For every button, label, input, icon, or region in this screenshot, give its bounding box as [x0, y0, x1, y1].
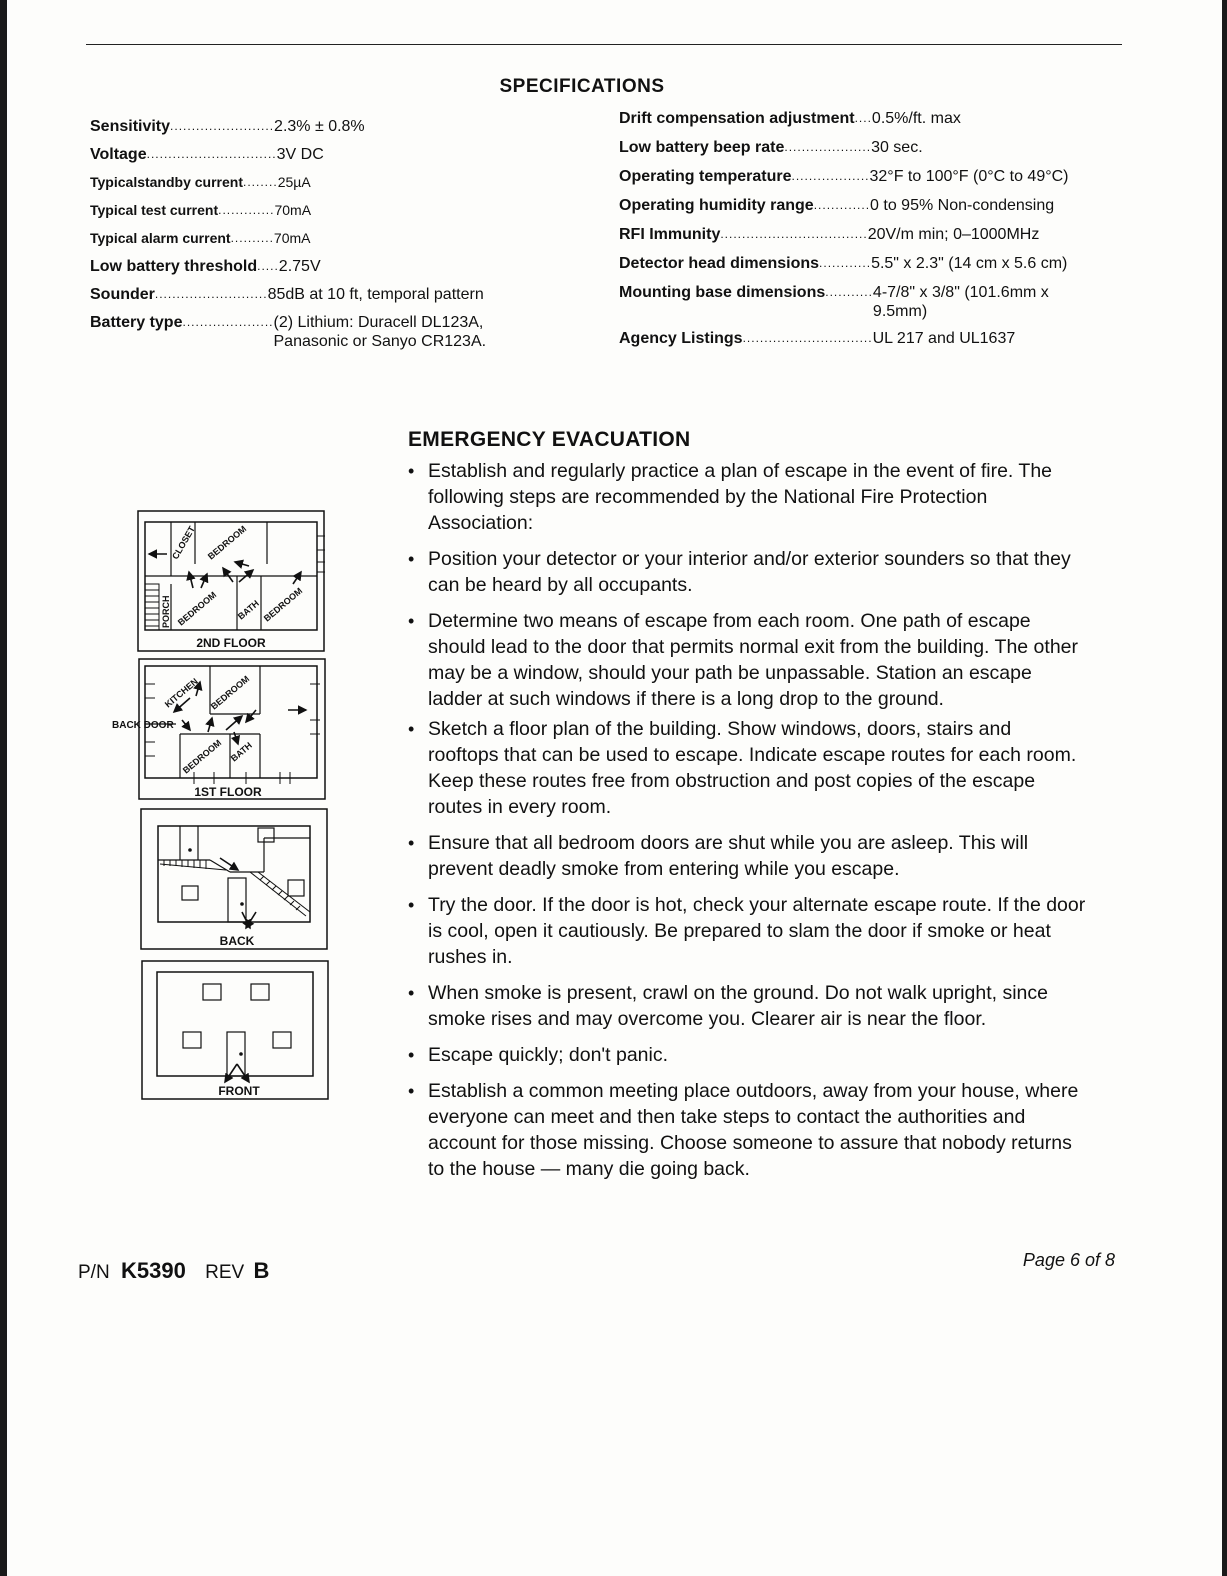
- spec-leader: ..............................: [742, 331, 873, 345]
- scan-edge-right: [1222, 0, 1227, 1576]
- spec-value: 25µA: [277, 174, 311, 190]
- list-item: • Position your detector or your interior and/or exterior sounders so that they can be heard by all occupants.: [406, 546, 1086, 598]
- spec-list-left: [90, 117, 570, 351]
- stair-icon: [145, 584, 159, 630]
- room-label-bath: BATH: [235, 598, 261, 622]
- spec-value: 85dB at 10 ft, temporal pattern: [267, 286, 484, 303]
- spec-row: [619, 254, 1139, 273]
- spec-label: Voltage: [90, 146, 147, 163]
- spec-leader: ..........................: [154, 287, 268, 301]
- spec-row: [619, 109, 1139, 128]
- room-label-porch: PORCH: [161, 595, 171, 628]
- figure-caption: BACK: [219, 934, 255, 948]
- spec-label: Mounting base dimensions: [619, 284, 826, 301]
- list-item: • Escape quickly; don't panic.: [406, 1042, 1086, 1068]
- list-item: • Sketch a floor plan of the building. Show windows, doors, stairs and rooftops that can be used to escape. Indicate escape routes for each room. Keep these routes free from obstruction and post copies of the escape routes in every room.: [406, 716, 1086, 820]
- window-icon: [258, 828, 274, 842]
- spec-value: 70mA: [274, 202, 312, 218]
- spec-value: (2) Lithium: Duracell DL123A, Panasonic or Sanyo CR123A.: [273, 314, 487, 350]
- rev-value: B: [253, 1258, 270, 1283]
- room-label-bedroom: BEDROOM: [208, 673, 252, 712]
- spec-row: [619, 138, 1139, 157]
- spec-leader: ....................: [784, 140, 872, 154]
- spec-value: 0 to 95% Non-condensing: [870, 197, 1055, 214]
- room-label-kitchen: KITCHEN: [162, 676, 200, 710]
- spec-label: RFI Immunity: [619, 226, 721, 243]
- list-item: • Determine two means of escape from each room. One path of escape should lead to the door that permits normal exit from the building. The other may be a window, should your path be unpassable. Station an escape ladder at such windows if there is a long drop to the ground.: [406, 608, 1086, 712]
- window-icon: [203, 984, 221, 1000]
- spec-leader: ....: [854, 111, 872, 125]
- figure-caption: 1ST FLOOR: [194, 785, 262, 799]
- spec-value: UL 217 and UL1637: [872, 330, 1016, 347]
- evacuation-steps: [406, 458, 1086, 1182]
- figure-front-elevation: [141, 960, 331, 1102]
- room-label-bath: BATH: [228, 740, 254, 764]
- rev-prefix: REV: [205, 1262, 245, 1283]
- figure-caption: FRONT: [218, 1084, 260, 1098]
- spec-row: [619, 196, 1139, 215]
- escape-arrow-icon: [220, 858, 256, 928]
- spec-value: 4-7/8" x 3/8" (101.6mm x 9.5mm): [872, 284, 1049, 320]
- figure-caption: 2ND FLOOR: [196, 636, 266, 650]
- spec-value: 32°F to 100°F (0°C to 49°C): [869, 168, 1069, 185]
- list-item: • When smoke is present, crawl on the ground. Do not walk upright, since smoke rises and may overcome you. Clearer air is near the floor.: [406, 980, 1086, 1032]
- spec-row: [90, 117, 570, 136]
- pn-value: K5390: [120, 1258, 186, 1283]
- spec-label: Typicalstandby current: [90, 174, 244, 190]
- escape-arrow-icon: [149, 554, 301, 588]
- room-label-closet: CLOSET: [170, 524, 197, 561]
- room-label-bedroom: BEDROOM: [180, 737, 224, 776]
- spec-leader: ............: [819, 256, 872, 270]
- room-label-bedroom: BEDROOM: [175, 589, 219, 628]
- list-item: • Try the door. If the door is hot, check your alternate escape route. If the door is cool, open it cautiously. Be prepared to slam the door if smoke or heat rushes in.: [406, 892, 1086, 970]
- spec-leader: ........................: [170, 119, 275, 133]
- figure-back-elevation: [140, 808, 330, 952]
- spec-label: Typical alarm current: [90, 230, 231, 246]
- spec-value: 2.75V: [278, 258, 321, 275]
- spec-value: 2.3% ± 0.8%: [274, 118, 365, 135]
- window-icon: [273, 1032, 291, 1048]
- spec-row: [619, 283, 1139, 321]
- spec-leader: .............: [813, 198, 871, 212]
- spec-row: [619, 167, 1139, 186]
- spec-label: Sounder: [90, 286, 155, 303]
- spec-row: [619, 329, 1139, 348]
- spec-leader: .....................: [182, 315, 274, 329]
- spec-leader: ........: [243, 175, 278, 189]
- window-icon: [288, 880, 304, 896]
- spec-value: 3V DC: [276, 146, 324, 163]
- spec-row: [90, 257, 570, 276]
- part-number: [78, 1258, 269, 1284]
- list-item: • Establish a common meeting place outdoors, away from your house, where everyone can meet and then take steps to contact the authorities and account for those missing. Choose someone to assure that nobody returns to the house — many die going back.: [406, 1078, 1086, 1182]
- spec-row: [90, 145, 570, 164]
- spec-value: 5.5" x 2.3" (14 cm x 5.6 cm): [871, 255, 1068, 272]
- spec-row: [90, 201, 570, 220]
- spec-leader: ...........: [825, 285, 873, 299]
- spec-label: Sensitivity: [90, 118, 171, 135]
- spec-leader: .....: [257, 259, 279, 273]
- back-door-label: BACK DOOR: [112, 720, 174, 731]
- spec-value: 20V/m min; 0–1000MHz: [867, 226, 1040, 243]
- scan-edge-left: [0, 0, 7, 1576]
- spec-leader: ..............................: [146, 147, 277, 161]
- spec-label: Typical test current: [90, 202, 219, 218]
- window-icon: [182, 886, 198, 900]
- spec-leader: ..................................: [720, 227, 868, 241]
- pn-prefix: P/N: [78, 1262, 110, 1283]
- railing-icon: [160, 860, 226, 870]
- evacuation-title: EMERGENCY EVACUATION: [408, 428, 691, 451]
- spec-row: [90, 173, 570, 192]
- figure-second-floor: [137, 510, 327, 655]
- page-number: Page 6 of 8: [1022, 1250, 1115, 1270]
- spec-value: 0.5%/ft. max: [871, 110, 961, 127]
- window-icon: [183, 1032, 201, 1048]
- spec-label: Low battery threshold: [90, 258, 258, 275]
- stair-icon: [250, 872, 310, 916]
- spec-label: Detector head dimensions: [619, 255, 820, 272]
- spec-label: Battery type: [90, 314, 183, 331]
- spec-label: Operating humidity range: [619, 197, 814, 214]
- window-icon: [251, 984, 269, 1000]
- spec-label: Agency Listings: [619, 330, 743, 347]
- spec-label: Low battery beep rate: [619, 139, 785, 156]
- spec-label: Drift compensation adjustment: [619, 110, 855, 127]
- spec-row: [90, 285, 570, 304]
- spec-leader: ..........: [230, 231, 274, 245]
- spec-row: [90, 229, 570, 248]
- spec-list-right: [619, 109, 1139, 348]
- spec-value: 70mA: [273, 230, 311, 246]
- room-label-bedroom: BEDROOM: [261, 585, 305, 624]
- specifications-title: SPECIFICATIONS: [499, 76, 665, 97]
- spec-label: Operating temperature: [619, 168, 792, 185]
- spec-leader: ..................: [791, 169, 870, 183]
- spec-row: [619, 225, 1139, 244]
- spec-value: 30 sec.: [871, 139, 923, 156]
- room-label-bedroom: BEDROOM: [205, 523, 249, 562]
- list-item: • Ensure that all bedroom doors are shut while you are asleep. This will prevent deadly smoke from entering while you escape.: [406, 830, 1086, 882]
- escape-arrow-icon: [174, 682, 306, 744]
- top-rule: [86, 44, 1122, 45]
- spec-leader: .............: [218, 203, 275, 217]
- list-item: • Establish and regularly practice a plan of escape in the event of fire. The following steps are recommended by the National Fire Protection Association:: [406, 458, 1086, 536]
- spec-row: [90, 313, 570, 351]
- figure-first-floor: [110, 658, 328, 802]
